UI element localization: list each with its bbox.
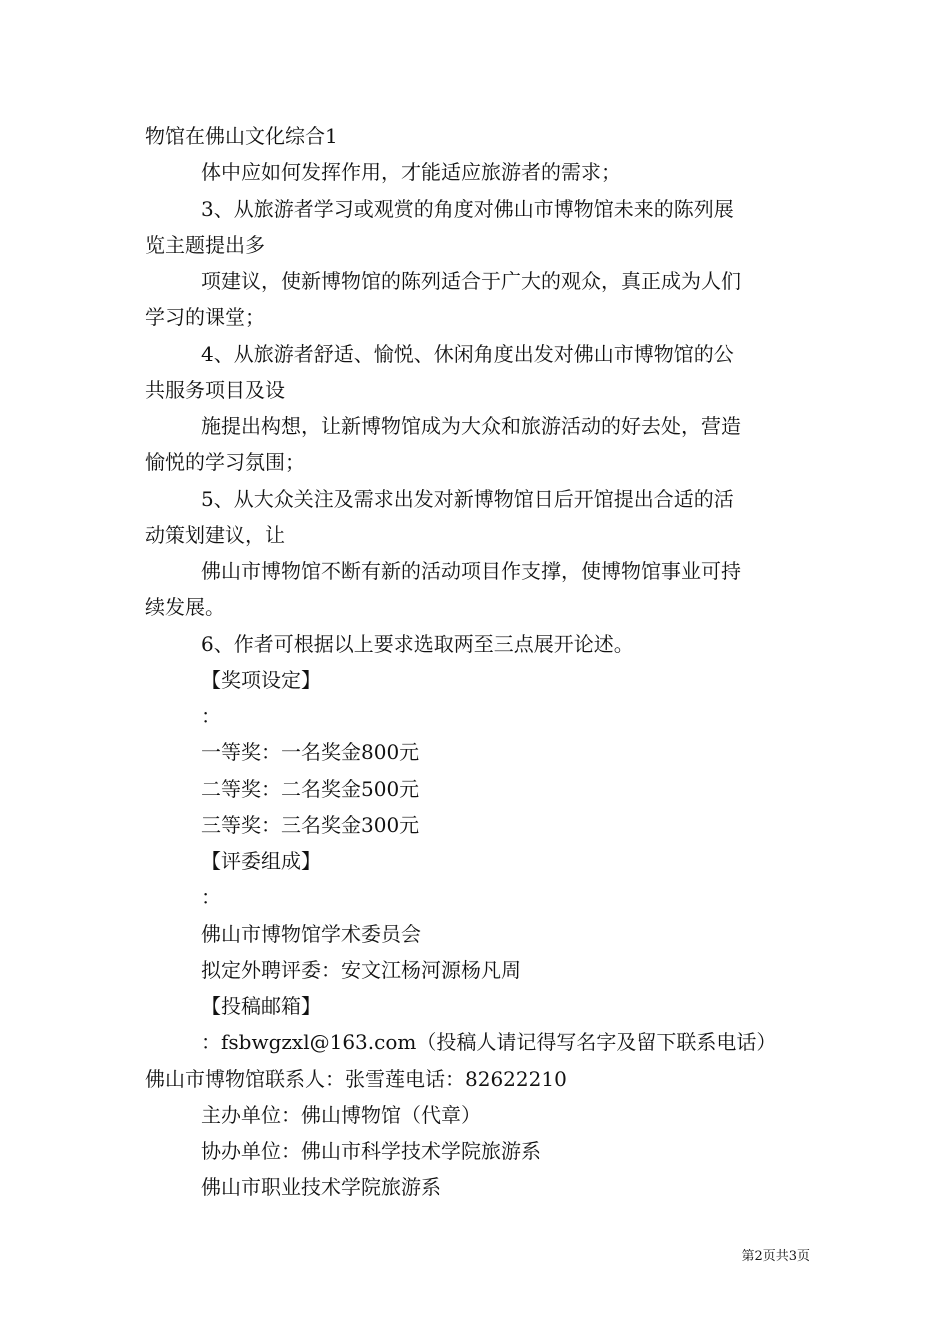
- text-line: 学习的课堂；: [145, 305, 265, 329]
- text-line: 施提出构想，让新博物馆成为大众和旅游活动的好去处，营造: [201, 414, 741, 438]
- section-heading: 【评委组成】: [201, 849, 321, 873]
- page-number: 第2页共3页: [741, 1249, 810, 1264]
- text-line: 佛山市职业技术学院旅游系: [201, 1175, 441, 1199]
- section-heading: 【投稿邮箱】: [201, 994, 321, 1018]
- text-line: ：: [201, 704, 221, 728]
- text-line: 动策划建议，让: [145, 523, 285, 547]
- text-line: ：fsbwgzxl@163.com（投稿人请记得写名字及留下联系电话）: [201, 1030, 777, 1054]
- text-line: 共服务项目及设: [145, 378, 285, 402]
- section-heading: 【奖项设定】: [201, 668, 321, 692]
- text-line: 佛山市博物馆学术委员会: [201, 922, 421, 946]
- text-line: 协办单位：佛山市科学技术学院旅游系: [201, 1139, 541, 1163]
- text-line: 6、作者可根据以上要求选取两至三点展开论述。: [201, 632, 634, 656]
- text-line: 三等奖：三名奖金300元: [201, 813, 420, 837]
- text-line: 佛山市博物馆联系人：张雪莲电话：82622210: [145, 1067, 567, 1091]
- text-line: ：: [201, 885, 221, 909]
- text-line: 主办单位：佛山博物馆（代章）: [201, 1103, 481, 1127]
- text-line: 3、从旅游者学习或观赏的角度对佛山市博物馆未来的陈列展: [201, 197, 734, 221]
- text-line: 体中应如何发挥作用，才能适应旅游者的需求；: [201, 160, 621, 184]
- text-line: 一等奖：一名奖金800元: [201, 740, 420, 764]
- text-line: 拟定外聘评委：安文江杨河源杨凡周: [201, 958, 521, 982]
- text-line: 物馆在佛山文化综合1: [145, 124, 338, 148]
- text-line: 览主题提出多: [145, 233, 265, 257]
- text-line: 5、从大众关注及需求出发对新博物馆日后开馆提出合适的活: [201, 487, 734, 511]
- text-line: 佛山市博物馆不断有新的活动项目作支撑，使博物馆事业可持: [201, 559, 741, 583]
- text-line: 项建议，使新博物馆的陈列适合于广大的观众，真正成为人们: [201, 269, 741, 293]
- text-line: 4、从旅游者舒适、愉悦、休闲角度出发对佛山市博物馆的公: [201, 342, 734, 366]
- text-line: 续发展。: [145, 595, 225, 619]
- text-line: 愉悦的学习氛围；: [145, 450, 305, 474]
- text-line: 二等奖：二名奖金500元: [201, 777, 420, 801]
